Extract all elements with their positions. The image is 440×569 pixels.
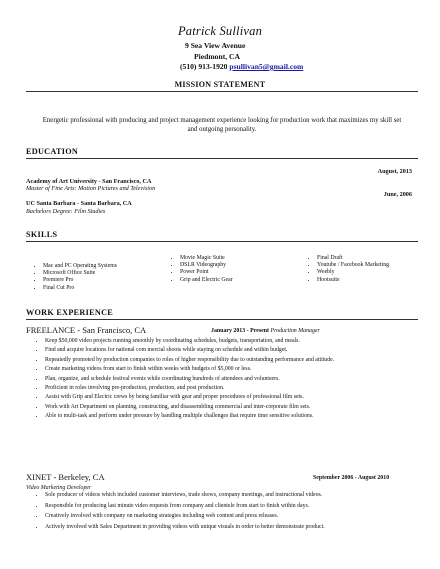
skills-column-2 <box>171 255 233 284</box>
job-subtitle: Video Marketing Developer <box>26 485 92 491</box>
job-bullet: • Keep $50,000 video projects running smoothly by coordinating schedules, budgets, transportation, and meals. <box>45 337 435 346</box>
education-date: August, 2013 <box>377 168 412 175</box>
mission-text: Energetic professional with producing and project management experience looking for production work that maximizes my skill set and outgoing personality. <box>42 117 402 133</box>
education-degree: Bachelors Degree: Film Studies <box>26 208 106 215</box>
job-bullets <box>36 337 435 422</box>
candidate-name: Patrick Sullivan <box>177 24 263 38</box>
education-school: UC Santa Barbara - Santa Barbara, CA <box>26 200 132 207</box>
job-role: Production Manager <box>270 328 320 334</box>
mission-divider <box>26 91 418 92</box>
phone-email-line <box>180 62 303 71</box>
job-bullets <box>36 490 435 532</box>
work-divider <box>26 319 418 320</box>
education-school: Academy of Art University - San Francisco, CA <box>26 178 152 185</box>
job-bullet: • Find and acquire locations for national com mercial shoots while staying on schedule and within budget. <box>45 346 435 355</box>
education-divider <box>26 158 418 159</box>
job-title: XINET - Berkeley, CA <box>26 472 105 482</box>
job-date: September 2006 - August 2010 <box>313 475 390 481</box>
skill-item: • Final Draft <box>317 255 389 262</box>
job-bullet: • Sole producer of videos which included customer interviews, trade shows, company meetings, and instructional videos. <box>45 490 435 501</box>
job-bullet: • Actively involved with Sales Department in providing videos with unique visuals in order to better demonstrate product. <box>45 522 435 533</box>
job-bullet: • Able to multi-task and perform under pressure by handling multiple challenges that require time sensitive solutions. <box>45 412 435 421</box>
skill-item: • Final Cut Pro <box>43 285 117 292</box>
skills-column-1 <box>34 263 117 292</box>
skill-item: • Hootsuite <box>317 277 389 284</box>
skill-item: • DSLR Videography <box>180 262 233 269</box>
mission-heading: MISSION STATEMENT <box>174 80 266 89</box>
email-link[interactable]: psullivan5@gmail.com <box>229 62 304 71</box>
job-title: FREELANCE - San Francisco, CA <box>26 325 147 335</box>
work-heading: WORK EXPERIENCE <box>26 308 114 317</box>
skill-item: • Premiere Pro <box>43 277 117 284</box>
education-degree: Master of Fine Arts: Motion Pictures and Television <box>26 185 156 192</box>
education-date: June, 2006 <box>383 191 412 198</box>
job-bullet: • Assist with Grip and Electric crews by being familiar with gear and proper procedures of professional film sets. <box>45 393 435 402</box>
job-bullet: • Proficient in roles involving pre-production, production, and post production. <box>45 384 435 393</box>
skills-column-3 <box>308 255 389 284</box>
skill-item: • Movie Magic Suite <box>180 255 233 262</box>
city-line: Piedmont, CA <box>194 52 240 61</box>
skills-divider <box>26 241 418 242</box>
address-line: 9 Sea View Avenue <box>185 41 246 50</box>
job-bullet: • Repeatedly promoted by production companies to roles of higher responsibility due to outstanding performance and attitude. <box>45 356 435 365</box>
job-bullet: • Create marketing videos from start to finish within weeks with budgets of $5,000 or less. <box>45 365 435 374</box>
job-bullet: • Responsible for producing last minute video requests from company and clientele from start to finish within days. <box>45 501 435 512</box>
skill-item: • Weebly <box>317 269 389 276</box>
job-bullet: • Creatively involved with company on marketing strategies including web content and press releases. <box>45 511 435 522</box>
job-date: January 2013 - Present <box>211 328 269 334</box>
job-bullet: • Plan, organize, and schedule festival events while coordinating hundreds of attendees and volunteers. <box>45 375 435 384</box>
job-bullet: • Work with Art Department on planning, constructing, and disassembling commercial and inter-corporate film sets. <box>45 403 435 412</box>
skill-item: • Youtube / Facebook Marketing <box>317 262 389 269</box>
skill-item: • Power Point <box>180 269 233 276</box>
skills-heading: SKILLS <box>26 230 58 239</box>
job-date-role <box>211 328 320 334</box>
skill-item: • Microsoft Office Suite <box>43 270 117 277</box>
skill-item: • Grip and Electric Gear <box>180 277 233 284</box>
education-heading: EDUCATION <box>26 147 79 156</box>
phone-number: (510) 913-1920 <box>180 62 228 71</box>
skill-item: • Mac and PC Operating Systems <box>43 263 117 270</box>
